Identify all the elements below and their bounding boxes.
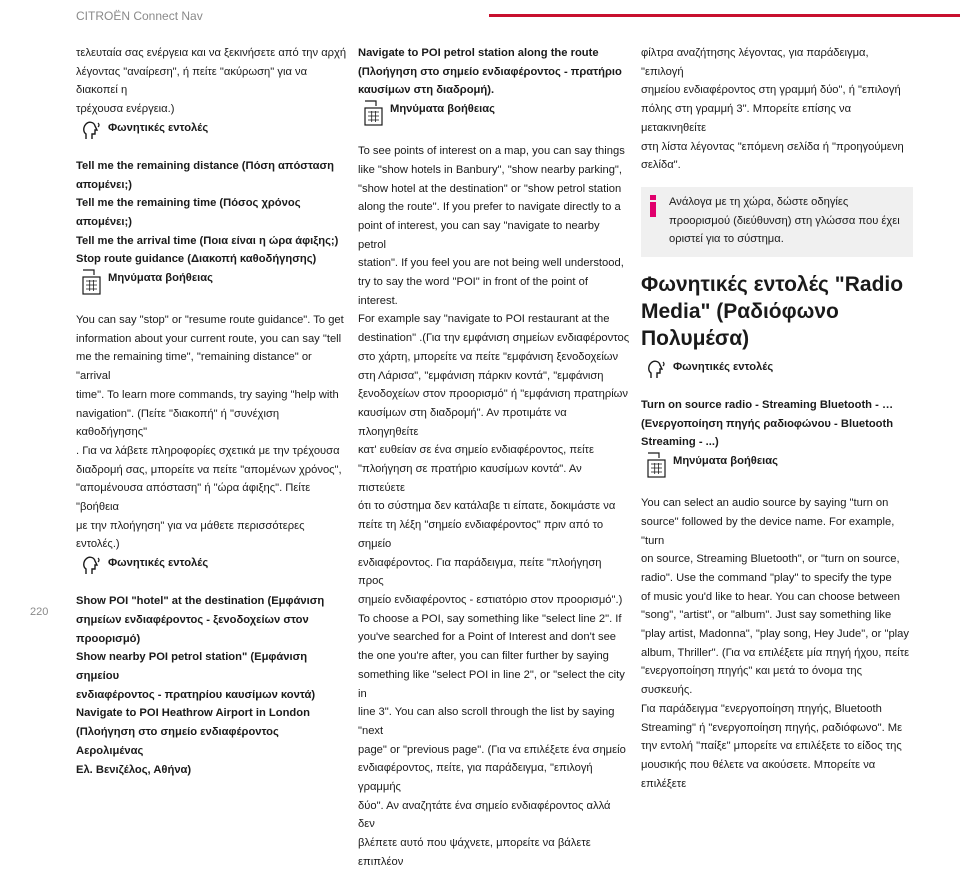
voice-commands-label: Φωνητικές εντολές [673, 361, 774, 374]
keypad-screen-icon [362, 100, 384, 126]
help-messages-heading [358, 100, 630, 142]
section-title: Φωνητικές εντολές "Radio Media" (Ραδιόφωνο Πολυμέσα) [641, 273, 904, 351]
help-messages-text: You can select an audio source by saying "turn on source" followed by the device name. For example, "turn on source, Streaming Bluetooth", or "turn on source, radio". Use the command "play" to specify the type of music you'd like to hear. You can choose between "song", "artist", or "album". Just say something like "play artist, Madonna", "play song, Hey Jude", or "play album, Thriller". (Για να επιλέξετε μία πηγή ήχου, πείτε "ενεργοποίηση πηγής" και μετά το όνομα της συσκευής. Για παράδειγμα "ενεργοποίηση πηγής, Bluetooth Streaming" ή "ενεργοποίηση πηγής, ραδιόφωνο". Με την εντολή "παίξε" μπορείτε να επιλέξετε το είδος της μουσικής που θέλετε να ακούσετε. Μπορείτε να επιλέξετε [641, 497, 910, 790]
help-messages-text: To see points of interest on a map, you can say things like "show hotels in Banbury", "show nearby parking", "show hotel at the destination" or "show petrol station along the route". If you prefer to navigate directly to a point of interest, you can say "navigate to nearby petrol station". If you feel you are not being well understood, try to say the word "POI" in front of the point of interest. For example say "navigate to POI restaurant at the destination" .(Για την εμφάνιση σημείων ενδιαφέροντος στο χάρτη, μπορείτε να πείτε "εμφάνιση ξενοδοχείων στη Λάρισα", "εμφάνιση πάρκιν κοντά", "εμφάνιση ξενοδοχείων στον προορισμό" ή "εμφάνιση πρατηρίων καυσίμων στη διαδρομή". Αν προτιμάτε να πλοηγηθείτε κατ' ευθείαν σε ένα σημείο ενδιαφέροντος, πείτε "πλοήγηση σε πρατήριο καυσίμων κοντά". Αν πιστεύετε ότι το σύστημα δεν κατάλαβε τι είπατε, δοκιμάστε να πείτε τη λέξη "σημείο ενδιαφέροντος" πριν από το σημείο ενδιαφέροντος. Για παράδειγμα, πείτε "πλοήγηση προς σημείο ενδιαφέροντος - εστιατόριο στον προορισμό".) To choose a POI, say something like "select line 2". If you've searched for a Point of Interest and don't see the one you're after, you can filter further by saying something like "select POI in line 2", or "select the city in line 3". You can also scroll through the list by saying "next page" or "previous page". (Για να επιλέξετε ένα σημείο ενδιαφέροντος, πείτε, για παράδειγμα, "επιλογή γραμμής δύο". Αν αναζητάτε ένα σημείο ενδιαφέροντος αλλά δεν βλέπετε αυτό που ψάχνετε, μπορείτε να βάλετε επιπλέον [358, 145, 630, 868]
header-title: CITROËN Connect Nav [76, 9, 203, 23]
column-3 [641, 44, 913, 793]
help-messages-label: Μηνύματα βοήθειας [390, 103, 495, 116]
voice-command-item: Navigate to POI petrol station along the route (Πλοήγηση στο σημείο ενδιαφέροντος - πρατήριο καυσίμων στη διαδρομή). [358, 47, 622, 97]
speaking-head-icon [80, 119, 102, 141]
info-icon [649, 195, 657, 217]
continued-text: φίλτρα αναζήτησης λέγοντας, για παράδειγμα, "επιλογή σημείου ενδιαφέροντος στη γραμμή δύο", ή "επιλογή πόλης στη γραμμή 3". Μπορείτε επίσης να μετακινηθείτε στη λίστα λέγοντας "επόμενη σελίδα ή "προηγούμενη σελίδα". [641, 47, 904, 172]
keypad-screen-icon [645, 452, 667, 478]
header-accent-bar [489, 14, 960, 17]
voice-commands-label: Φωνητικές εντολές [108, 121, 209, 134]
voice-commands-heading [76, 554, 348, 592]
info-box [641, 187, 913, 257]
voice-commands-label: Φωνητικές εντολές [108, 557, 209, 570]
help-messages-label: Μηνύματα βοήθειας [108, 272, 213, 285]
help-messages-label: Μηνύματα βοήθειας [673, 455, 778, 468]
voice-commands-list: Tell me the remaining distance (Πόση απόσταση απομένει;) Tell me the remaining time (Πόσος χρόνος απομένει;) Tell me the arrival time (Ποια είναι η ώρα άφιξης;) Stop route guidance (Διακοπή καθοδήγησης) [76, 159, 339, 266]
speaking-head-icon [80, 554, 102, 576]
intro-text: τελευταία σας ενέργεια και να ξεκινήσετε από την αρχή λέγοντας "αναίρεση", ή πείτε "ακύρωση" για να διακοπεί η τρέχουσα ενέργεια.) [76, 47, 347, 116]
speaking-head-icon [645, 358, 667, 380]
page-number: 220 [30, 606, 49, 618]
voice-commands-heading [76, 119, 348, 157]
column-2 [358, 44, 630, 872]
help-messages-heading [76, 269, 348, 311]
voice-commands-list: Turn on source radio - Streaming Bluetooth - … (Ενεργοποίηση πηγής ραδιοφώνου - Bluetooth Streaming - ...) [641, 399, 894, 449]
info-text: Ανάλογα με τη χώρα, δώστε οδηγίες προορισμού (διεύθυνση) στη γλώσσα που έχει οριστεί για το σύστημα. [669, 195, 900, 246]
keypad-screen-icon [80, 269, 102, 295]
help-messages-text: You can say "stop" or "resume route guidance". To get information about your current route, you can say "tell me the remaining time", "remaining distance" or "arrival time". To learn more commands, try saying "help with navigation". (Πείτε "διακοπή" ή "συνέχιση καθοδήγησης" . Για να λάβετε πληροφορίες σχετικά με την τρέχουσα διαδρομή σας, μπορείτε να πείτε "απομένων χρόνος", "απομένουσα απόσταση" ή "ώρα άφιξης". Πείτε "βοήθεια με την πλοήγηση" για να μάθετε περισσότερες εντολές.) [76, 314, 344, 551]
column-1 [76, 44, 348, 779]
voice-commands-heading [641, 358, 913, 396]
help-messages-heading [641, 452, 913, 494]
voice-commands-list: Show POI "hotel" at the destination (Εμφάνιση σημείων ενδιαφέροντος - ξενοδοχείων στον προορισμό) Show nearby POI petrol station" (Εμφάνιση σημείου ενδιαφέροντος - πρατηρίου καυσίμων κοντά) Navigate to POI Heathrow Airport in London (Πλοήγηση στο σημείο ενδιαφέροντος Αερολιμένας Ελ. Βενιζέλος, Αθήνα) [76, 595, 325, 776]
